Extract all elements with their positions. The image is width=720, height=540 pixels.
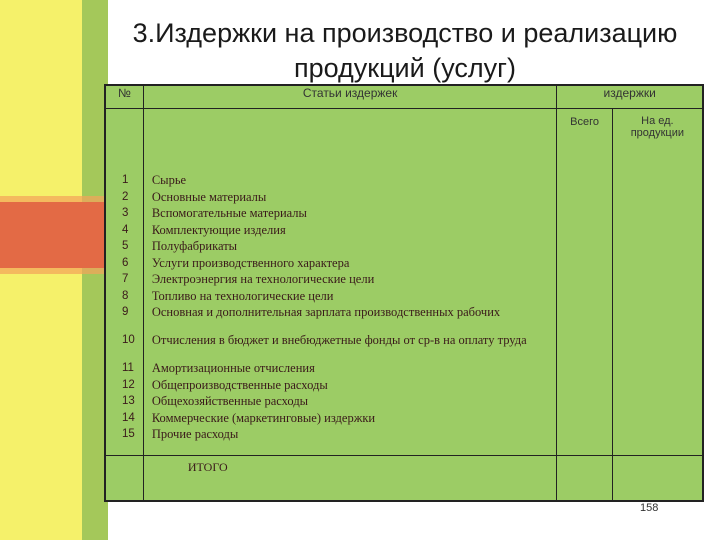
row-number: 2	[122, 190, 129, 203]
table-header-row	[105, 85, 703, 109]
table-total-row	[105, 456, 703, 502]
row-label: Комплектующие изделия	[151, 222, 286, 237]
row-label: Электроэнергия на технологические цели	[151, 272, 375, 286]
per-unit-column	[612, 109, 703, 456]
row-label: Отчисления в бюджет и внебюджетные фонды от ср-в на оплату труда	[151, 333, 527, 347]
total-label: ИТОГО	[187, 460, 228, 474]
row-labels-cell	[143, 109, 557, 456]
row-number: 4	[122, 223, 129, 236]
row-label: Сырье	[151, 173, 187, 187]
table-body-row	[105, 109, 703, 456]
row-number: 15	[122, 428, 135, 440]
row-label: Общехозяйственные расходы	[151, 394, 309, 408]
cost-table	[104, 84, 704, 502]
row-number: 14	[122, 411, 135, 424]
row-number: 13	[122, 395, 135, 407]
row-label: Прочие расходы	[151, 427, 239, 441]
row-number: 11	[122, 362, 134, 374]
decor-orange-band	[0, 202, 108, 268]
row-label: Вспомогательные материалы	[151, 206, 307, 220]
total-label-cell	[143, 456, 557, 502]
header-costs: издержки	[557, 85, 703, 109]
row-label: Основная и дополнительная зарплата производственных рабочих	[151, 305, 501, 319]
row-label: Услуги производственного характера	[151, 255, 350, 270]
decor-orange-glow-bottom	[0, 268, 108, 274]
total-num-cell	[105, 456, 143, 502]
row-number: 1	[122, 174, 129, 186]
row-number: 10	[122, 334, 135, 346]
total-value-cell	[557, 456, 612, 502]
row-number: 3	[122, 207, 129, 219]
row-label: Коммерческие (маркетинговые) издержки	[151, 410, 376, 425]
row-label: Полуфабрикаты	[151, 239, 238, 253]
row-number: 5	[122, 240, 129, 252]
row-label: Амортизационные отчисления	[151, 361, 315, 375]
slide-title: 3.Издержки на производство и реализацию продукций (услуг)	[132, 18, 678, 83]
page-number: 158	[640, 502, 659, 514]
row-number: 9	[122, 306, 129, 318]
row-label: Топливо на технологические цели	[151, 288, 334, 303]
total-column	[557, 109, 612, 456]
header-num: №	[105, 85, 143, 109]
row-number: 12	[122, 378, 135, 391]
total-unit-cell	[612, 456, 703, 502]
row-number: 6	[122, 256, 129, 269]
row-numbers-cell	[105, 109, 143, 456]
subheader-per-unit: На ед. продукции	[630, 115, 684, 139]
row-number: 8	[122, 289, 129, 302]
row-label: Основные материалы	[151, 189, 267, 204]
row-label: Общепроизводственные расходы	[151, 377, 328, 392]
subheader-total: Всего	[570, 116, 599, 128]
row-number: 7	[122, 273, 129, 285]
header-item: Статьи издержек	[143, 85, 557, 109]
